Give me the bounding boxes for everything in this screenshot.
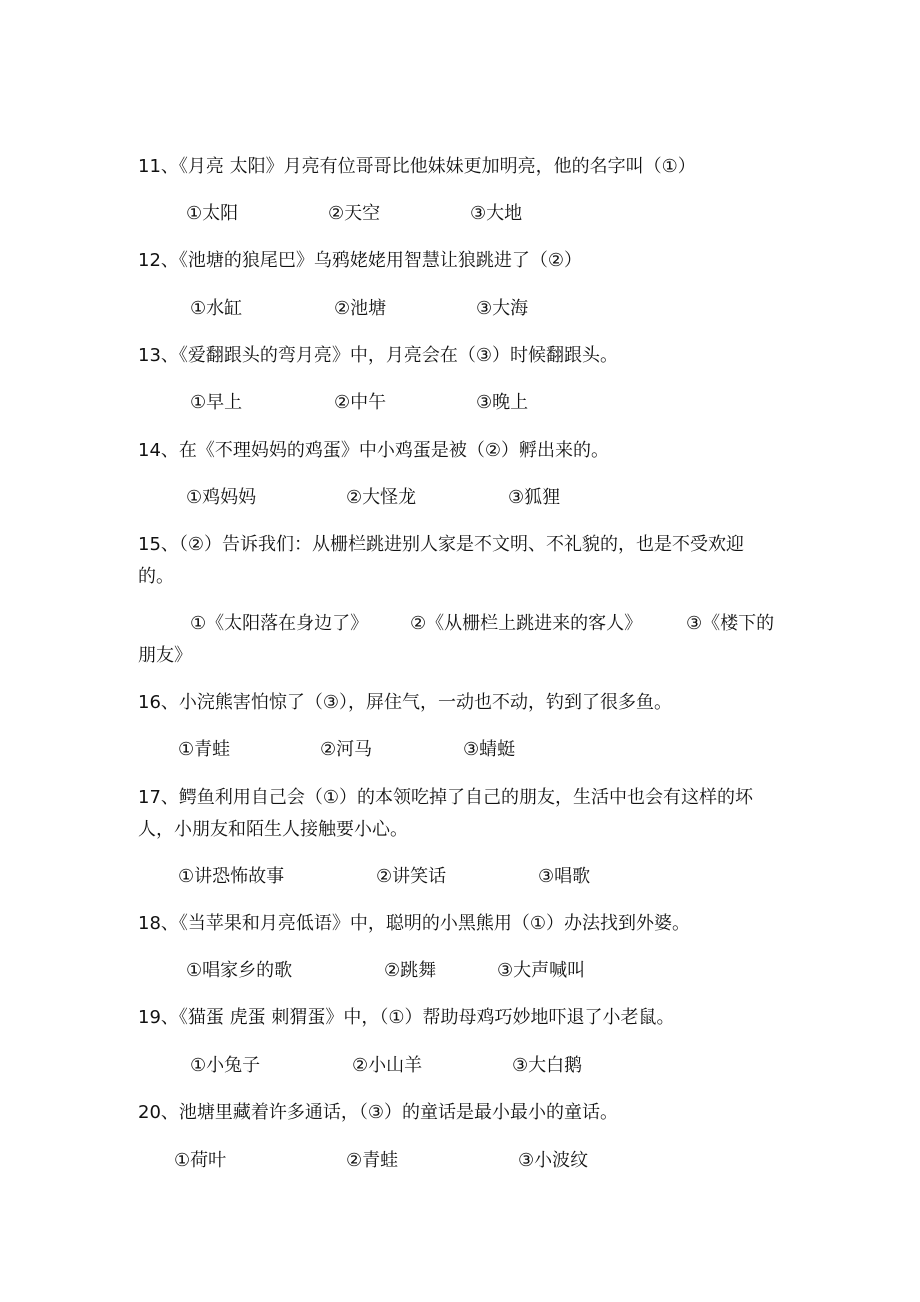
question-13-option-3: ③晚上 bbox=[476, 392, 529, 413]
question-17-line-2: 人，小朋友和陌生人接触要小心。 bbox=[138, 819, 408, 840]
question-20: 20、池塘里藏着许多通话，（③）的童话是最小最小的童话。 bbox=[138, 1102, 619, 1123]
question-18-option-3: ③大声喊叫 bbox=[497, 960, 586, 981]
question-19-option-1: ①小兔子 bbox=[190, 1055, 261, 1076]
question-16-option-1: ①青蛙 bbox=[178, 739, 231, 760]
question-14-option-1: ①鸡妈妈 bbox=[186, 487, 257, 508]
question-17-option-2: ②讲笑话 bbox=[376, 866, 447, 887]
question-20-option-2: ②青蛙 bbox=[346, 1150, 399, 1171]
question-11-option-1: ①太阳 bbox=[186, 203, 239, 224]
question-11-option-2: ②天空 bbox=[328, 203, 381, 224]
question-12-option-3: ③大海 bbox=[476, 298, 529, 319]
question-19: 19、《猫蛋 虎蛋 刺猬蛋》中，（①）帮助母鸡巧妙地吓退了小老鼠。 bbox=[138, 1007, 675, 1028]
question-17-line-1: 17、鳄鱼利用自己会（①）的本领吃掉了自己的朋友，生活中也会有这样的坏 bbox=[138, 787, 754, 808]
question-17-option-3: ③唱歌 bbox=[538, 866, 591, 887]
question-15-line-2: 的。 bbox=[138, 566, 174, 587]
question-13: 13、《爱翻跟头的弯月亮》中，月亮会在（③）时候翻跟头。 bbox=[138, 345, 619, 366]
question-11: 11、《月亮 太阳》月亮有位哥哥比他妹妹更加明亮，他的名字叫（①） bbox=[138, 156, 696, 177]
question-15-option-3-tail: 朋友》 bbox=[138, 645, 192, 666]
question-12-option-1: ①水缸 bbox=[190, 298, 243, 319]
question-20-option-1: ①荷叶 bbox=[174, 1150, 227, 1171]
question-16-option-2: ②河马 bbox=[320, 739, 373, 760]
question-14-option-3: ③狐狸 bbox=[508, 487, 561, 508]
question-11-option-3: ③大地 bbox=[470, 203, 523, 224]
question-20-option-3: ③小波纹 bbox=[518, 1150, 589, 1171]
question-18: 18、《当苹果和月亮低语》中，聪明的小黑熊用（①）办法找到外婆。 bbox=[138, 913, 691, 934]
question-16: 16、小浣熊害怕惊了（③），屏住气，一动也不动，钓到了很多鱼。 bbox=[138, 692, 673, 713]
question-15-option-1: ①《太阳落在身边了》 bbox=[190, 613, 369, 634]
question-19-option-3: ③大白鹅 bbox=[512, 1055, 583, 1076]
question-14-option-2: ②大怪龙 bbox=[346, 487, 417, 508]
question-15-option-3: ③《楼下的 bbox=[686, 613, 775, 634]
question-12: 12、《池塘的狼尾巴》乌鸦姥姥用智慧让狼跳进了（②） bbox=[138, 250, 583, 271]
question-17-option-1: ①讲恐怖故事 bbox=[178, 866, 285, 887]
question-15-option-2: ②《从栅栏上跳进来的客人》 bbox=[410, 613, 643, 634]
question-15-line-1: 15、（②）告诉我们：从栅栏跳进别人家是不文明、不礼貌的，也是不受欢迎 bbox=[138, 534, 745, 555]
question-12-option-2: ②池塘 bbox=[334, 298, 387, 319]
question-18-option-2: ②跳舞 bbox=[384, 960, 437, 981]
question-13-option-1: ①早上 bbox=[190, 392, 243, 413]
question-19-option-2: ②小山羊 bbox=[352, 1055, 423, 1076]
question-16-option-3: ③蜻蜓 bbox=[463, 739, 516, 760]
question-14: 14、在《不理妈妈的鸡蛋》中小鸡蛋是被（②）孵出来的。 bbox=[138, 440, 610, 461]
question-13-option-2: ②中午 bbox=[334, 392, 387, 413]
question-18-option-1: ①唱家乡的歌 bbox=[186, 960, 293, 981]
